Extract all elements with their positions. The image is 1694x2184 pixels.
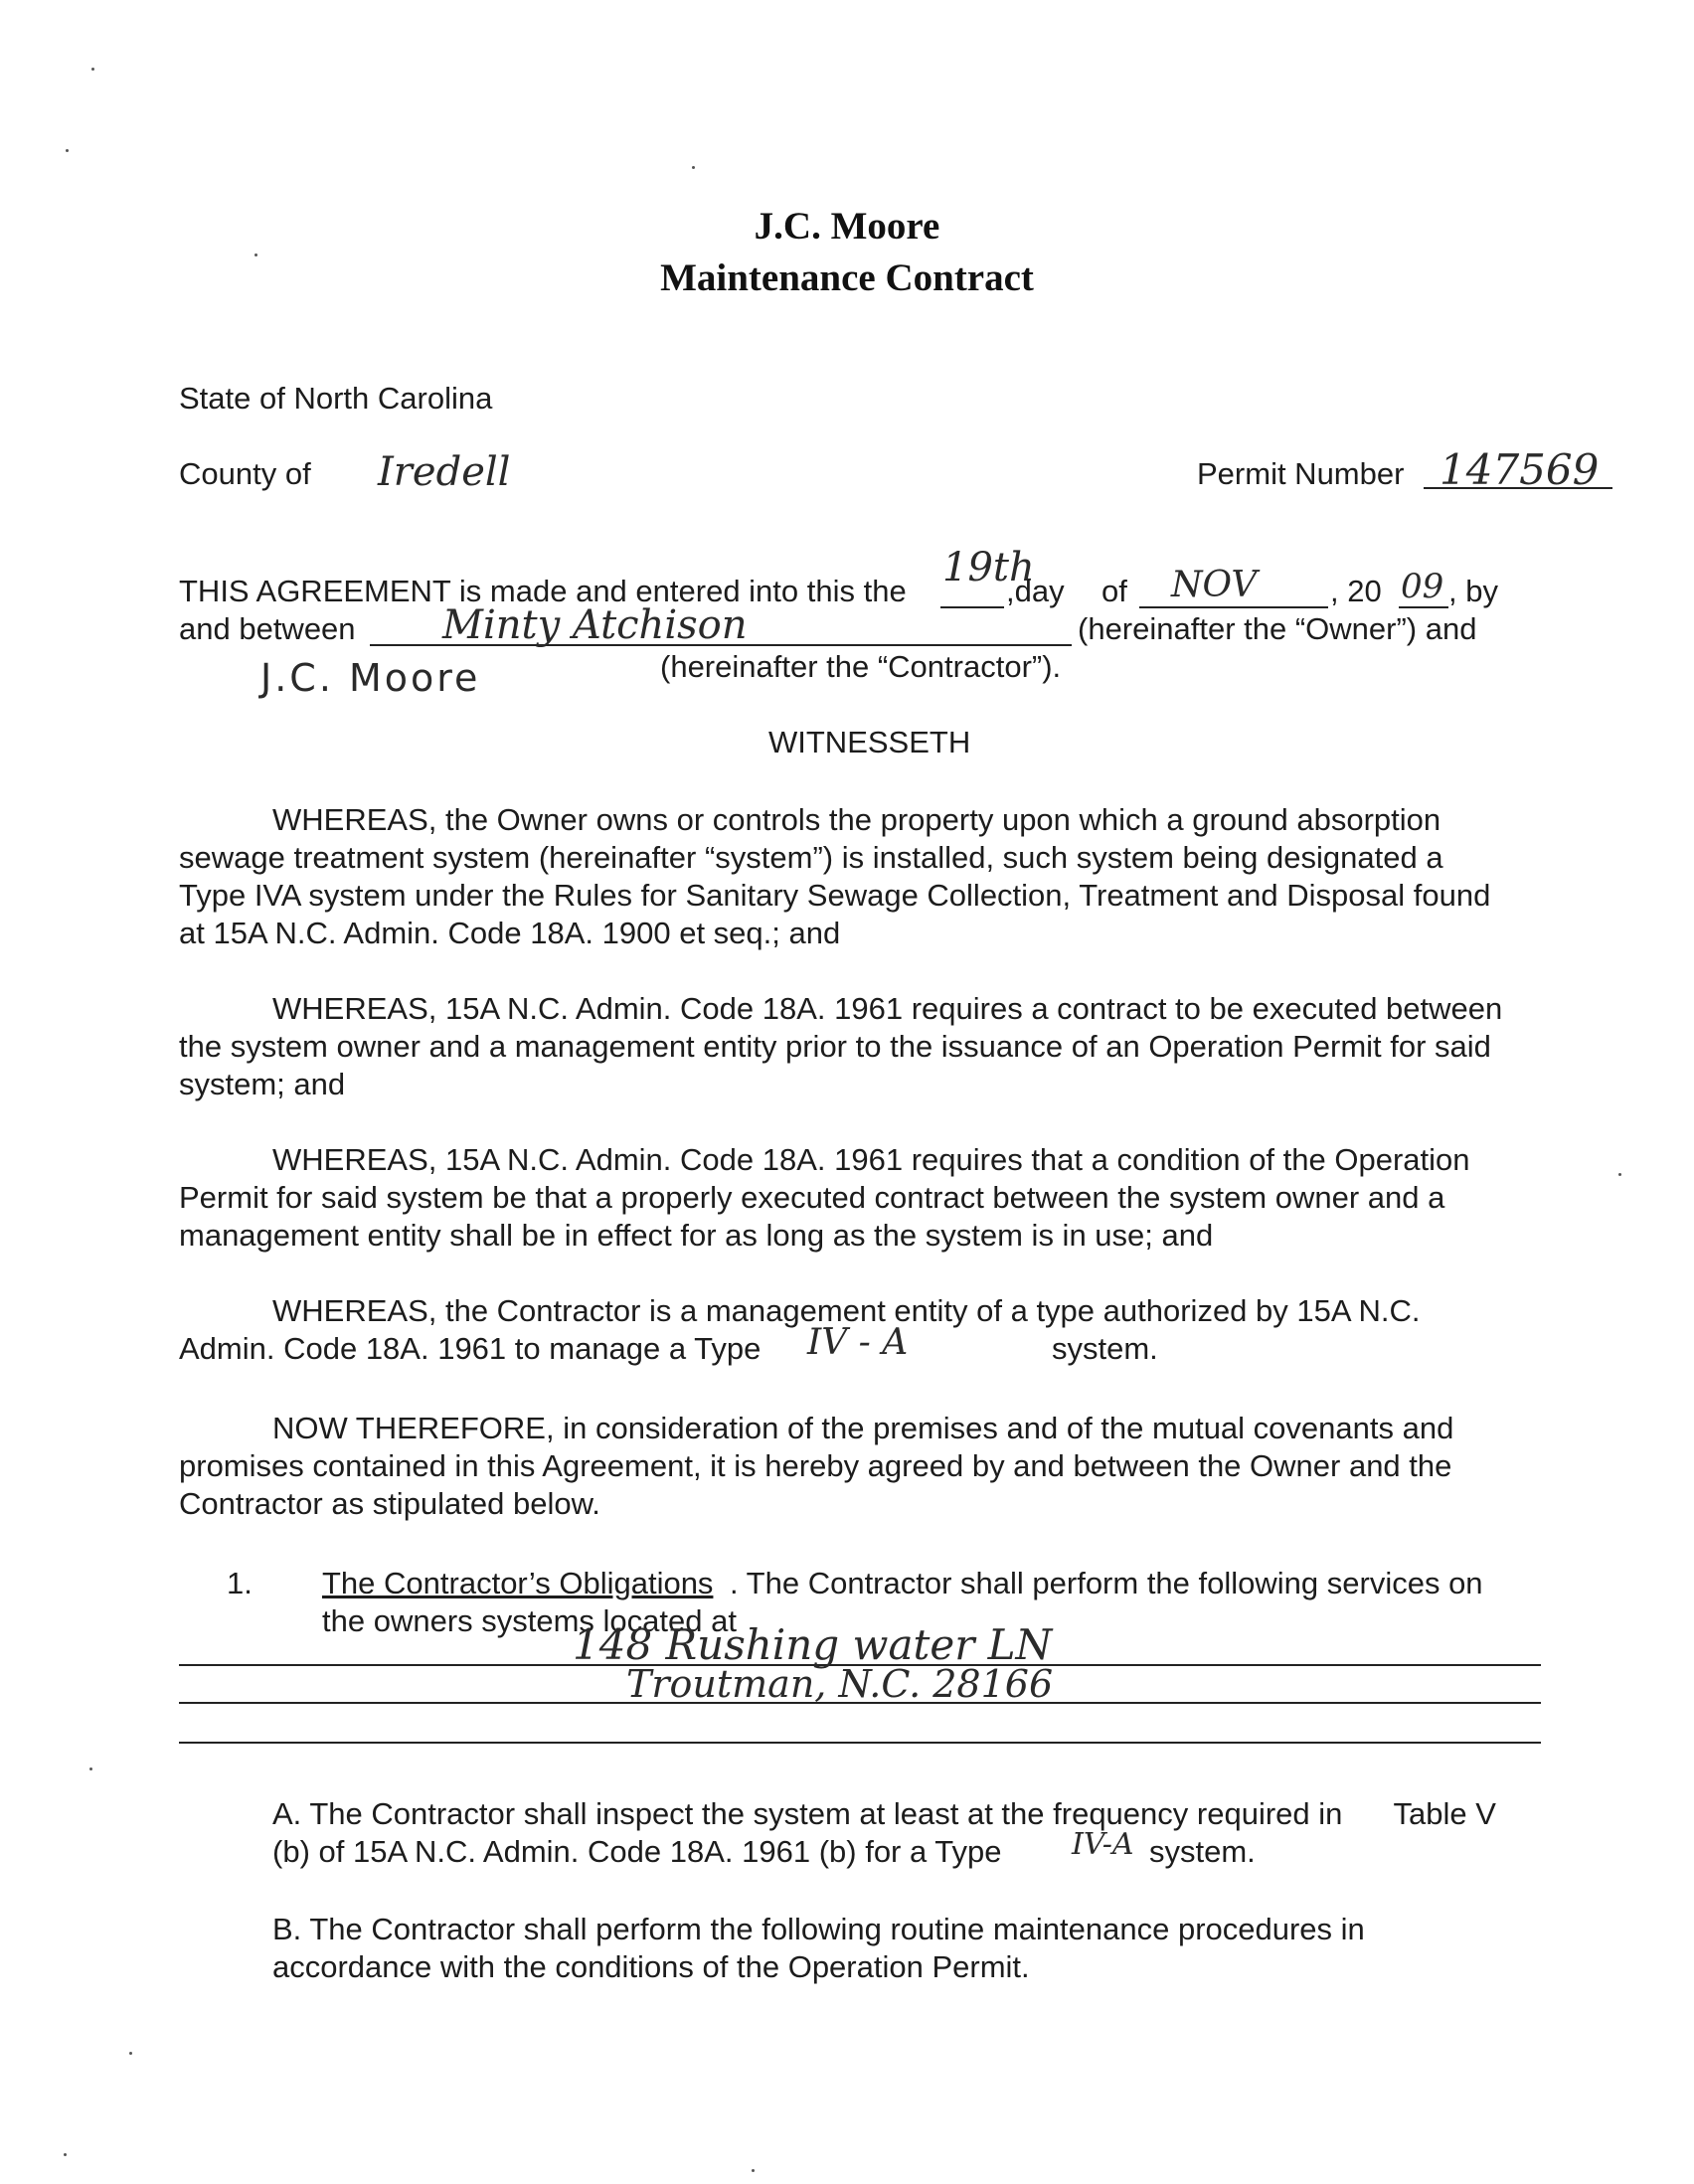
document-title: Maintenance Contract bbox=[660, 256, 1034, 299]
now-therefore-line3: Contractor as stipulated below. bbox=[179, 1486, 600, 1521]
permit-label: Permit Number bbox=[1197, 456, 1405, 491]
state-line: State of North Carolina bbox=[179, 381, 493, 416]
day-value: 19th bbox=[942, 545, 1035, 590]
owner-suffix: (hereinafter the “Owner”) and bbox=[1078, 611, 1477, 646]
month-value: NOV bbox=[1171, 565, 1258, 605]
whereas2-line3: system; and bbox=[179, 1067, 346, 1101]
whereas4-system: system. bbox=[1052, 1331, 1158, 1366]
whereas1-line2: sewage treatment system (hereinafter “system”) is installed, such system being designated a bbox=[179, 840, 1443, 875]
year-value: 09 bbox=[1401, 567, 1444, 606]
whereas1-line3: Type IVA system under the Rules for Sanitary Sewage Collection, Treatment and Disposal found bbox=[179, 878, 1491, 913]
whereas1-line4: at 15A N.C. Admin. Code 18A. 1900 et seq.; and bbox=[179, 916, 841, 950]
and-between-label: and between bbox=[179, 611, 356, 646]
permit-value: 147569 bbox=[1440, 445, 1600, 494]
now-therefore-line1: NOW THEREFORE, in consideration of the premises and of the mutual covenants and bbox=[272, 1411, 1454, 1445]
whereas1-line1: WHEREAS, the Owner owns or controls the property upon which a ground absorption bbox=[272, 802, 1441, 837]
section1-text-b: the owners systems located at bbox=[322, 1603, 737, 1638]
whereas3-line3: management entity shall be in effect for as long as the system is in use; and bbox=[179, 1218, 1214, 1253]
address-value-1: 148 Rushing water LN bbox=[573, 1620, 1053, 1669]
by-label: , by bbox=[1448, 574, 1498, 608]
whereas3-line1: WHEREAS, 15A N.C. Admin. Code 18A. 1961 requires that a condition of the Operation bbox=[272, 1142, 1470, 1177]
county-label: County of bbox=[179, 456, 311, 491]
whereas2-line2: the system owner and a management entity prior to the issuance of an Operation Permit for said bbox=[179, 1029, 1491, 1064]
scan-speck bbox=[89, 1767, 92, 1770]
whereas2-line1: WHEREAS, 15A N.C. Admin. Code 18A. 1961 requires a contract to be executed between bbox=[272, 991, 1503, 1026]
whereas4-line1: WHEREAS, the Contractor is a management entity of a type authorized by 15A N.C. bbox=[272, 1293, 1421, 1328]
whereas3-line2: Permit for said system be that a properly executed contract between the system owner and a bbox=[179, 1180, 1445, 1215]
system-type-value: IV - A bbox=[807, 1322, 909, 1363]
section1-text-a: . The Contractor shall perform the following services on bbox=[730, 1566, 1483, 1600]
contractor-suffix: (hereinafter the “Contractor”). bbox=[660, 649, 1062, 684]
scan-speck bbox=[254, 253, 257, 256]
now-therefore-line2: promises contained in this Agreement, it is hereby agreed by and between the Owner and the bbox=[179, 1448, 1452, 1483]
item-b-line2: accordance with the conditions of the Operation Permit. bbox=[272, 1949, 1030, 1984]
address-line-3 bbox=[179, 1742, 1541, 1744]
item-a-line2: (b) of 15A N.C. Admin. Code 18A. 1961 (b) for a Type bbox=[272, 1834, 1002, 1869]
owner-value: Minty Atchison bbox=[442, 602, 748, 648]
scan-speck bbox=[752, 2169, 755, 2172]
item-a-line1: A. The Contractor shall inspect the system at least at the frequency required in Table V bbox=[272, 1796, 1496, 1831]
scan-speck bbox=[1618, 1173, 1621, 1176]
section1-number: 1. bbox=[227, 1566, 253, 1600]
company-name: J.C. Moore bbox=[754, 205, 940, 248]
agreement-intro: THIS AGREEMENT is made and entered into this the bbox=[179, 574, 907, 608]
year-underline bbox=[1399, 606, 1448, 608]
item-a-type-value: IV-A bbox=[1072, 1827, 1134, 1862]
item-a-system: system. bbox=[1149, 1834, 1256, 1869]
day-label: ,day bbox=[1006, 574, 1065, 608]
scan-speck bbox=[66, 149, 69, 152]
scan-speck bbox=[692, 166, 695, 169]
contractor-value: J.C. Moore bbox=[260, 656, 481, 700]
scan-speck bbox=[129, 2052, 132, 2055]
whereas4-line2: Admin. Code 18A. 1961 to manage a Type bbox=[179, 1331, 762, 1366]
item-b-line1: B. The Contractor shall perform the following routine maintenance procedures in bbox=[272, 1912, 1365, 1946]
day-underline bbox=[940, 606, 1004, 608]
of-label: of bbox=[1101, 574, 1127, 608]
section1-heading: The Contractor’s Obligations bbox=[322, 1566, 714, 1600]
month-underline bbox=[1139, 606, 1328, 608]
year-prefix: , 20 bbox=[1330, 574, 1382, 608]
county-value: Iredell bbox=[378, 449, 511, 495]
scan-speck bbox=[64, 2153, 67, 2156]
address-value-2: Troutman, N.C. 28166 bbox=[626, 1662, 1054, 1706]
witnesseth-heading: WITNESSETH bbox=[768, 725, 971, 759]
scan-speck bbox=[91, 68, 94, 71]
